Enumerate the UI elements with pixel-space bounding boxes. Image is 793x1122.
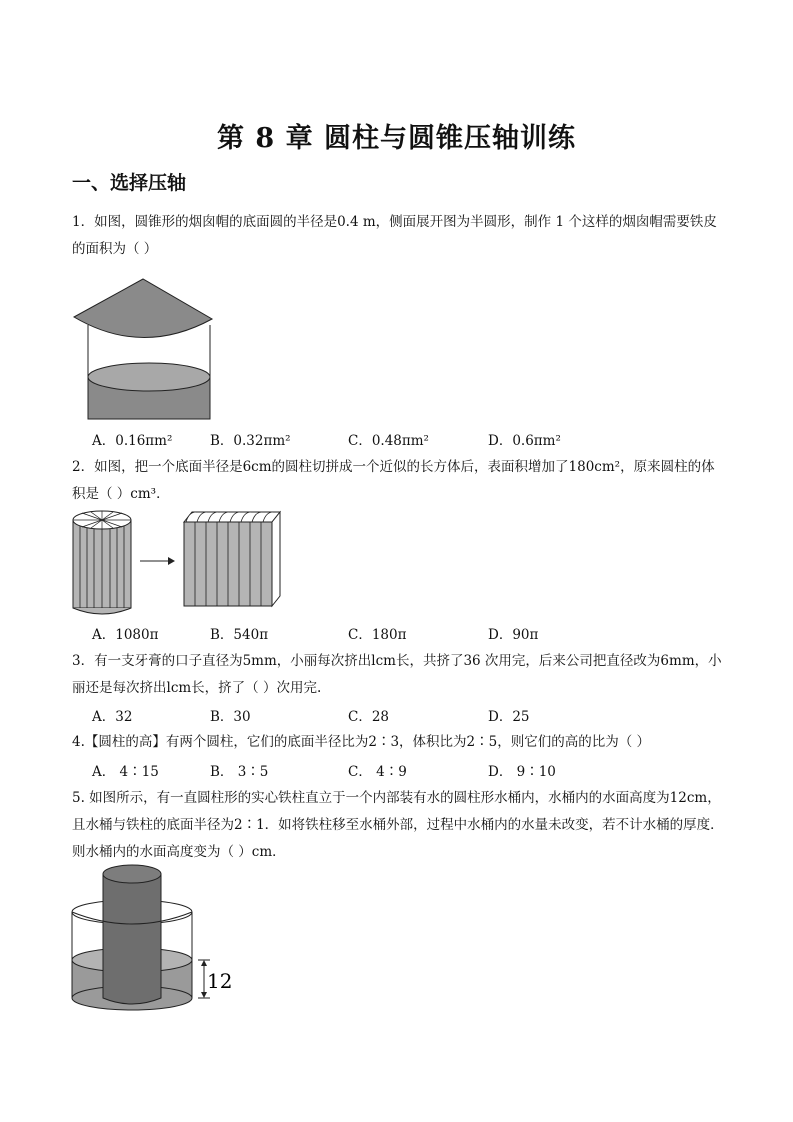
page-title: 第 8 章 圆柱与圆锥压轴训练 — [217, 123, 576, 154]
height-label: 12 — [207, 969, 233, 993]
option-a[interactable]: A．0.16πm² — [92, 433, 173, 449]
question-1-options — [92, 429, 712, 451]
option-b[interactable]: B． 3∶5 — [210, 764, 269, 780]
question-1-text: 1．如图，圆锥形的烟囱帽的底面圆的半径是0.4 m，侧面展开图为半圆形，制作 1 个这样的烟囱帽需要铁皮的面积为（ ） — [72, 214, 717, 257]
option-d[interactable]: D．25 — [488, 709, 530, 725]
option-c[interactable]: C． 4∶9 — [348, 764, 407, 780]
option-b[interactable]: B．540π — [210, 627, 269, 643]
bucket-and-iron-pillar-figure — [70, 862, 233, 1012]
option-c[interactable]: C．0.48πm² — [348, 433, 429, 449]
option-d[interactable]: D． 9∶10 — [488, 764, 556, 780]
option-a[interactable]: A．1080π — [92, 627, 159, 643]
chimney-cap-figure — [72, 277, 212, 422]
option-b[interactable]: B．0.32πm² — [210, 433, 291, 449]
question-4-text: 4.【圆柱的高】有两个圆柱，它们的底面半径比为2∶3，体积比为2∶5，则它们的高的比为（ ） — [72, 734, 651, 750]
section-heading: 一、选择压轴 — [72, 172, 187, 194]
option-d[interactable]: D．0.6πm² — [488, 433, 561, 449]
option-c[interactable]: C．180π — [348, 627, 407, 643]
question-4-options — [92, 760, 712, 782]
cylinder-to-cuboid-figure — [72, 508, 287, 616]
option-a[interactable]: A． 4∶15 — [92, 764, 159, 780]
option-a[interactable]: A．32 — [92, 709, 133, 725]
question-2-text: 2．如图，把一个底面半径是6cm的圆柱切拼成一个近似的长方体后，表面积增加了180cm²，原来圆柱的体积是（ ）cm³． — [72, 459, 715, 502]
question-3-text: 3．有一支牙膏的口子直径为5mm，小丽每次挤出lcm长，共挤了36 次用完，后来公司把直径改为6mm，小丽还是每次挤出lcm长，挤了（ ）次用完. — [72, 653, 722, 696]
option-c[interactable]: C．28 — [348, 709, 390, 725]
option-b[interactable]: B．30 — [210, 709, 251, 725]
question-2-options — [92, 623, 712, 645]
question-5-text: 5. 如图所示，有一直圆柱形的实心铁柱直立于一个内部装有水的圆柱形水桶内，水桶内的水面高度为12cm，且水桶与铁柱的底面半径为2∶1．如将铁柱移至水桶外部，过程中水桶内的水量未改变，若不计水桶的厚度．则水桶内的水面高度变为（ ）cm． — [72, 790, 724, 860]
option-d[interactable]: D．90π — [488, 627, 539, 643]
question-3-options — [92, 705, 712, 727]
